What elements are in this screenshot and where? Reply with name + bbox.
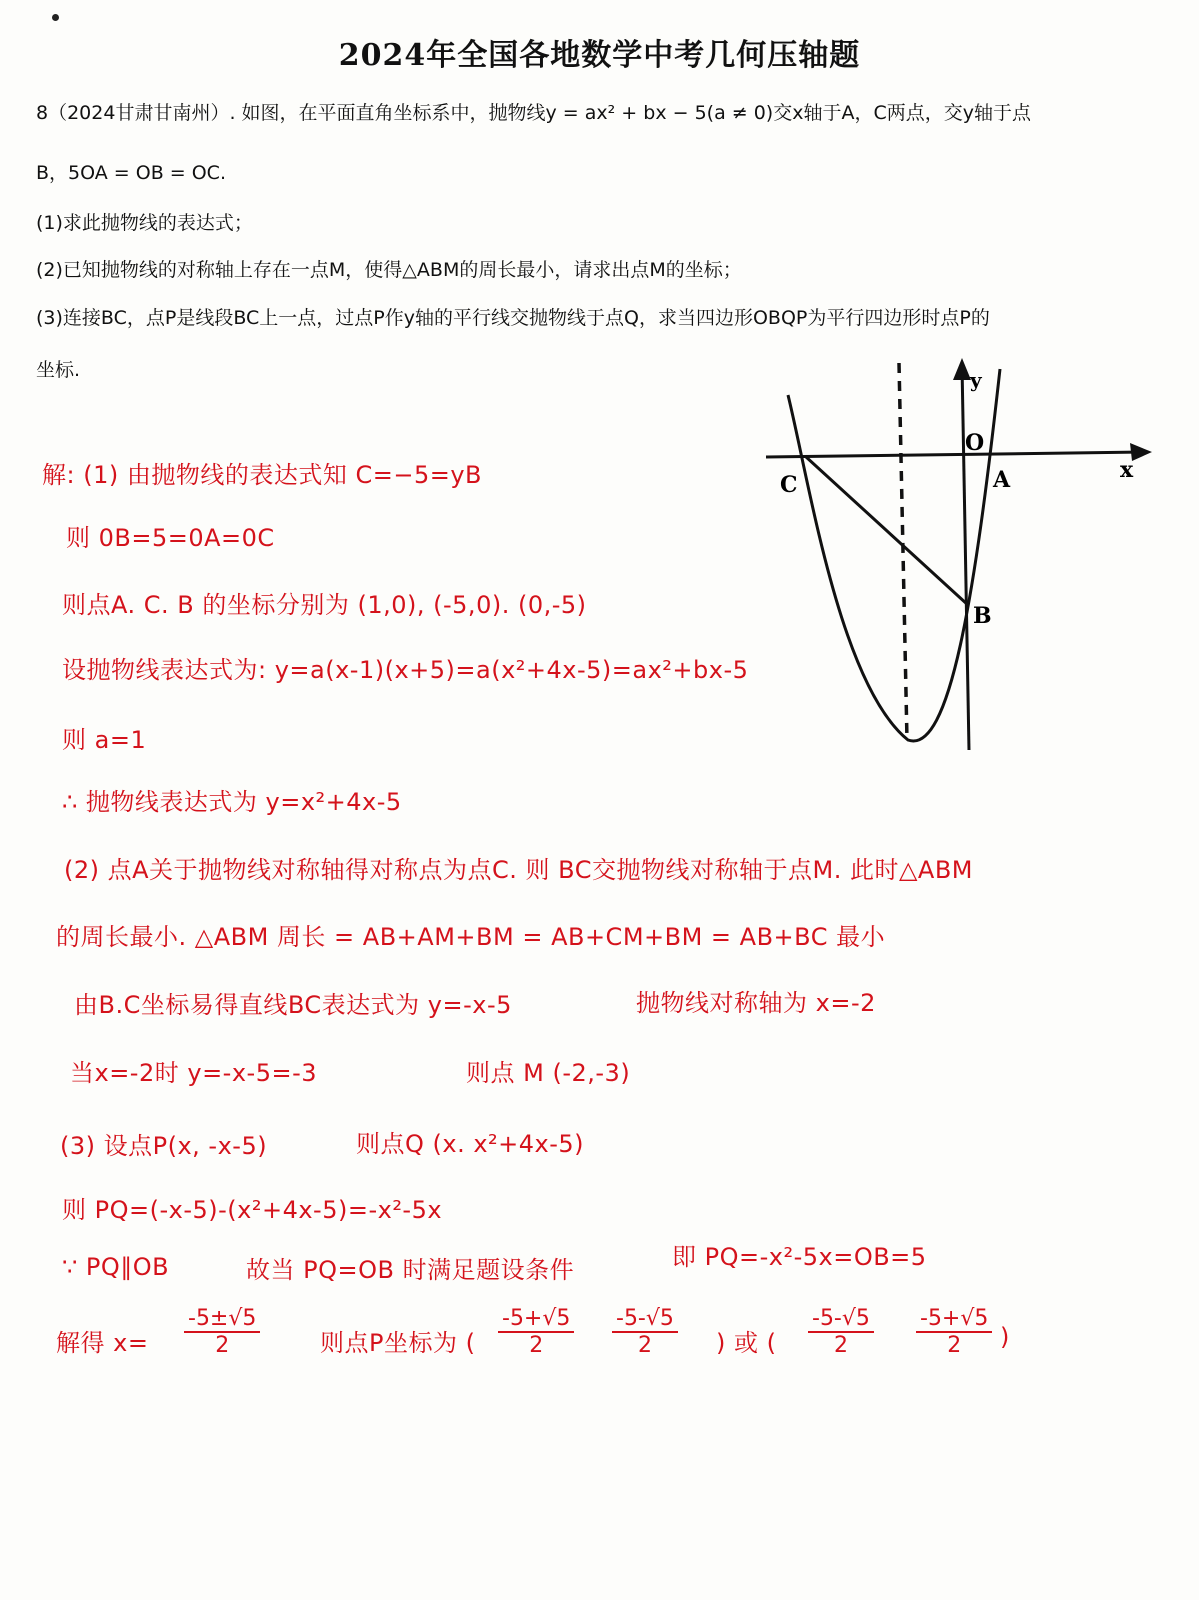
problem-statement-line1: 8（2024甘肃甘南州）. 如图，在平面直角坐标系中，抛物线y = ax² + bx − 5(a ≠ 0)交x轴于A，C两点，交y轴于点	[36, 102, 1031, 124]
solution-line-13a: ∵ PQ∥OB	[62, 1253, 170, 1281]
label-y: y	[970, 368, 982, 392]
solution-line-12: 则 PQ=(-x-5)-(x²+4x-5)=-x²-5x	[62, 1196, 443, 1224]
label-c: C	[780, 472, 798, 498]
solution-line-10a: 当x=-2时 y=-x-5=-3	[70, 1059, 318, 1087]
solution-line-4: 设抛物线表达式为: y=a(x-1)(x+5)=a(x²+4x-5)=ax²+bx-5	[62, 656, 749, 684]
solution-line-2: 则 0B=5=0A=0C	[66, 524, 275, 552]
fraction-denominator: 2	[529, 1333, 544, 1358]
solution-line-11b: 则点Q (x. x²+4x-5)	[356, 1130, 585, 1158]
solution-line-14d: )	[1000, 1323, 1010, 1351]
fraction-numerator: -5-√5	[612, 1306, 678, 1333]
fraction-denominator: 2	[833, 1333, 848, 1358]
label-b: B	[973, 603, 992, 629]
solution-line-14a: 解得 x=	[56, 1329, 149, 1357]
solution-line-14c: ) 或 (	[716, 1329, 777, 1357]
x-axis	[766, 452, 1145, 457]
solution-line-1: 解: (1) 由抛物线的表达式知 C=−5=yB	[42, 461, 482, 489]
fraction-p2-x	[808, 1306, 874, 1358]
question-2: (2)已知抛物线的对称轴上存在一点M，使得△ABM的周长最小，请求出点M的坐标；	[36, 259, 742, 281]
question-1: (1)求此抛物线的表达式；	[36, 212, 253, 234]
parabola-figure	[760, 355, 1160, 755]
fraction-numerator: -5-√5	[808, 1306, 874, 1333]
x-axis-arrow-icon	[1130, 443, 1152, 461]
solution-line-13b: 故当 PQ=OB 时满足题设条件	[246, 1256, 575, 1284]
label-o: O	[965, 430, 985, 456]
fraction-numerator: -5+√5	[498, 1306, 574, 1333]
fraction-denominator: 2	[947, 1333, 962, 1358]
fraction-numerator: -5±√5	[184, 1306, 260, 1333]
y-axis	[962, 365, 969, 750]
question-3-continued: 坐标.	[36, 359, 81, 381]
solution-line-14b: 则点P坐标为 (	[320, 1329, 476, 1357]
question-3: (3)连接BC，点P是线段BC上一点，过点P作y轴的平行线交抛物线于点Q，求当四边形OBQP为平行四边形时点P的	[36, 307, 990, 329]
segment-bc	[805, 456, 968, 605]
symmetry-axis	[899, 363, 907, 740]
fraction-numerator: -5+√5	[916, 1306, 992, 1333]
fraction-denominator: 2	[637, 1333, 652, 1358]
solution-line-11a: (3) 设点P(x, -x-5)	[60, 1132, 268, 1160]
fraction-denominator: 2	[215, 1333, 230, 1358]
solution-line-7: (2) 点A关于抛物线对称轴得对称点为点C. 则 BC交抛物线对称轴于点M. 此时△ABM	[64, 856, 973, 884]
y-axis-arrow-icon	[953, 358, 971, 380]
problem-statement-line2: B，5OA = OB = OC.	[36, 162, 226, 184]
solution-line-5: 则 a=1	[62, 726, 147, 754]
solution-line-6: ∴ 抛物线表达式为 y=x²+4x-5	[62, 788, 402, 816]
solution-line-3: 则点A. C. B 的坐标分别为 (1,0), (-5,0). (0,-5)	[62, 591, 587, 619]
label-x: x	[1120, 457, 1134, 483]
solution-line-8: 的周长最小. △ABM 周长 = AB+AM+BM = AB+CM+BM = AB+BC 最小	[56, 923, 886, 951]
label-a: A	[993, 467, 1011, 493]
solution-line-9a: 由B.C坐标易得直线BC表达式为 y=-x-5	[74, 991, 512, 1019]
fraction-p1-y	[612, 1306, 678, 1358]
solution-line-13c: 即 PQ=-x²-5x=OB=5	[672, 1243, 927, 1271]
fraction-p2-y	[916, 1306, 992, 1358]
fraction-x-solution	[184, 1306, 260, 1358]
fraction-p1-x	[498, 1306, 574, 1358]
page-title: 2024年全国各地数学中考几何压轴题	[338, 38, 861, 73]
solution-line-10b: 则点 M (-2,-3)	[466, 1059, 631, 1087]
solution-line-9b: 抛物线对称轴为 x=-2	[636, 989, 876, 1017]
corner-dot	[52, 14, 59, 21]
